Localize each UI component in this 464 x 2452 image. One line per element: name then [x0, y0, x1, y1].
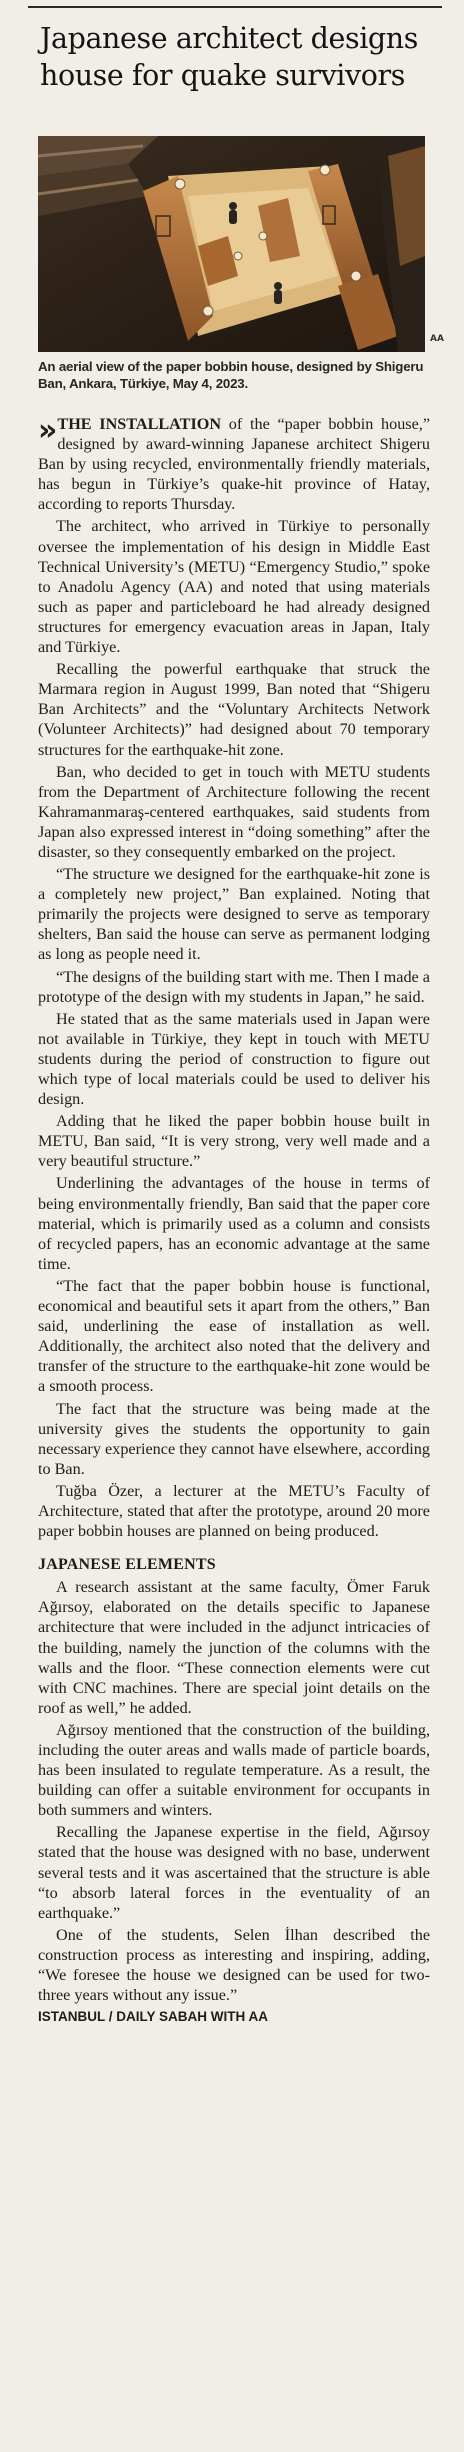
paragraph: Ağırsoy mentioned that the construction of the building, including the outer areas and walls made of particle boards, has been insulated to regulate temperature. As a result, the building can offer a suitable environment for occupants in both summers and winters.	[38, 1720, 430, 1820]
article-body	[38, 414, 430, 2027]
paragraph: Adding that he liked the paper bobbin house built in METU, Ban said, “It is very strong, very well made and a very beautiful structure.”	[38, 1112, 430, 1171]
paragraph: Recalling the Japanese expertise in the field, Ağırsoy stated that the house was designed with no base, underwent several tests and it was ascertained that the structure is able “to absorb lateral forces in the eventuality of an earthquake.”	[38, 1823, 430, 1922]
aerial-house-image	[38, 136, 425, 352]
photo-credit: AA	[430, 334, 444, 344]
top-rule	[28, 6, 442, 8]
lead-paragraph	[38, 414, 430, 514]
section-subhead: JAPANESE ELEMENTS	[38, 1556, 216, 1574]
paragraph: “The structure we designed for the earthquake-hit zone is a completely new project,” Ban explained. Noting that primarily the projects were designed to serve as temporary shelters, Ban said the house can serve as permanent lodging as long as people need it.	[38, 865, 430, 964]
article-photo	[38, 136, 425, 352]
paragraph: “The designs of the building start with me. Then I made a prototype of the design with my students in Japan,” he said.	[38, 967, 430, 1006]
paragraph: “The fact that the paper bobbin house is functional, economical and beautiful sets it apart from the others,” Ban said, underlining the ease of installation as well. Additionally, the architect also noted that the delivery and transfer of the structure to the earthquake-hit zone would be a smooth process.	[38, 1276, 430, 1396]
lead-caps: THE INSTALLATION	[57, 415, 222, 433]
lead-text: of the “paper bobbin house,” designed by award-winning Japanese architect Shigeru Ban by using recycled, environmentally friendly materials, has begun in Türkiye’s quake-hit province of Hatay, according to reports Thursday.	[38, 415, 431, 514]
lead-chevron-icon: »	[38, 413, 50, 448]
paragraph: The fact that the structure was being made at the university gives the students the opportunity to gain necessary experience they cannot have elsewhere, according to Ban.	[38, 1399, 430, 1478]
paragraph: Ban, who decided to get in touch with METU students from the Department of Architecture following the recent Kahramanmaraş-centered earthquakes, said students from Japan also expressed interest in “doing something” after the disaster, so they consequently embarked on the project.	[38, 762, 430, 861]
photo-caption: An aerial view of the paper bobbin house, designed by Shigeru Ban, Ankara, Türkiye, May 4, 2023.	[38, 359, 424, 391]
paragraph: One of the students, Selen İlhan described the construction process as interesting and inspiring, adding, “We foresee the house we designed can be used for two-three years without any issue.”	[38, 1925, 430, 2005]
paragraph: Underlining the advantages of the house in terms of being environmentally friendly, Ban said that the paper core material, which is primarily used as a column and consists of recycled papers, has an economic advantage at the same time.	[38, 1174, 430, 1273]
paragraph: Tuğba Özer, a lecturer at the METU’s Faculty of Architecture, stated that after the prototype, around 20 more paper bobbin houses are planned on being produced.	[38, 1481, 430, 1541]
paragraph: Recalling the powerful earthquake that struck the Marmara region in August 1999, Ban noted that “Shigeru Ban Architects” and the “Voluntary Architects Network (Volunteer Architects)” had designed about 70 temporary structures for the earthquake-hit zone.	[38, 660, 430, 759]
paragraph: He stated that as the same materials used in Japan were not available in Türkiye, they kept in touch with METU students during the period of construction to figure out which type of local materials could be used to deliver his design.	[38, 1009, 430, 1109]
byline: ISTANBUL / DAILY SABAH WITH AA	[38, 2009, 269, 2025]
paragraph: The architect, who arrived in Türkiye to personally oversee the implementation of his design in Middle East Technical University’s (METU) “Emergency Studio,” spoke to Anadolu Agency (AA) and noted that using materials such as paper and particleboard he had already designed structures for emergency evacuation areas in Japan, Italy and Türkiye.	[38, 517, 430, 657]
headline: Japanese architect designs house for quake survivors	[40, 22, 418, 92]
paragraph: A research assistant at the same faculty, Ömer Faruk Ağırsoy, elaborated on the details specific to Japanese architecture that were included in the adjunct intricacies of the building, namely the junction of the columns with the walls and the floor. “These connection elements were cut with CNC machines. There are special joint details on the roof as well,” he added.	[38, 1578, 430, 1717]
